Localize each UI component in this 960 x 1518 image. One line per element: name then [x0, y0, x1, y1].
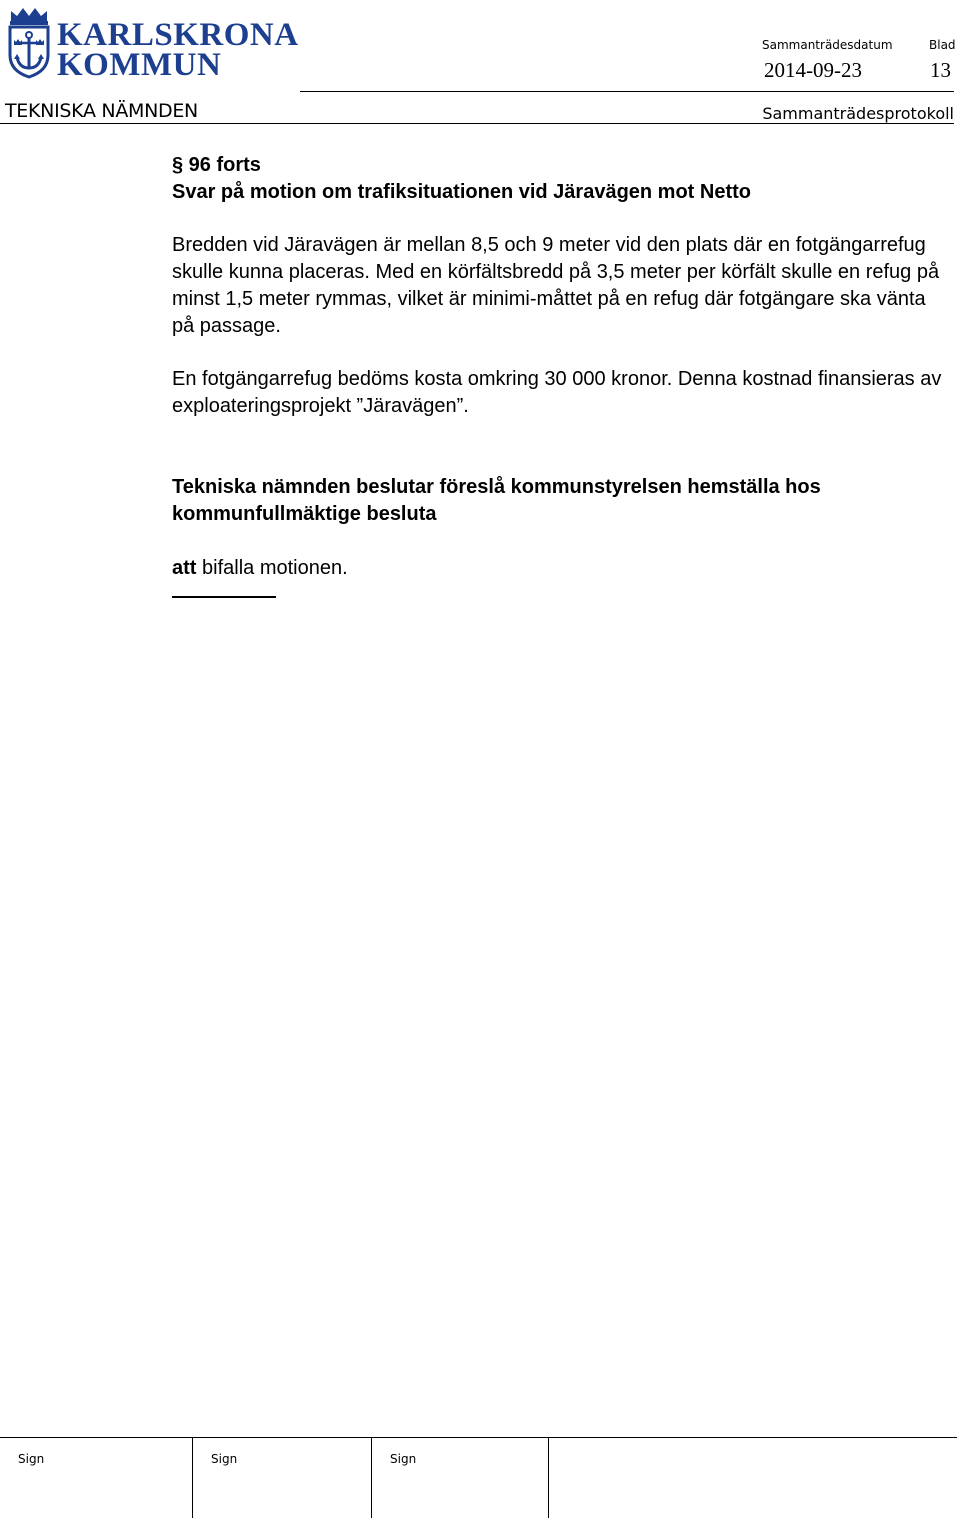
sign-box-separator-3 — [548, 1437, 549, 1518]
organization-name: TEKNISKA NÄMNDEN — [5, 100, 198, 122]
section-end-rule — [172, 596, 276, 598]
crowned-anchor-shield-icon — [5, 5, 53, 79]
document-type: Sammanträdesprotokoll — [762, 104, 954, 123]
section-reference: § 96 forts — [172, 154, 261, 176]
meeting-date-label: Sammanträdesdatum — [762, 38, 893, 52]
sign-box-separator-2 — [371, 1437, 372, 1518]
resolution-text: bifalla motionen. — [196, 557, 348, 579]
header-divider-bottom — [0, 123, 954, 124]
resolution-keyword: att — [172, 557, 197, 579]
sign-area-divider — [0, 1437, 957, 1438]
page-number: 13 — [930, 58, 951, 82]
sign-label-2: Sign — [211, 1452, 238, 1466]
body-paragraph-1: Bredden vid Järavägen är mellan 8,5 och 9 meter vid den plats där en fotgängarrefug skulle kunna placeras. Med en körfältsbredd på 3,5 meter per körfält skulle en refug på minst 1,5 meter rymmas, vilket är minimi-måttet på en refug där fotgängare ska vänta på passage. — [172, 234, 940, 337]
header-divider-top — [300, 91, 954, 92]
section-title: Svar på motion om trafiksituationen vid Järavägen mot Netto — [172, 181, 752, 203]
municipality-logo — [5, 5, 305, 81]
logo-text-line1: KARLSKRONA — [57, 17, 299, 53]
logo-text-line2: KOMMUN — [57, 47, 222, 83]
sign-label-3: Sign — [390, 1452, 417, 1466]
page-label: Blad — [929, 38, 956, 52]
body-paragraph-2: En fotgängarrefug bedöms kosta omkring 30 000 kronor. Denna kostnad finansieras av exploateringsprojekt ”Järavägen”. — [172, 368, 942, 417]
resolution-line — [172, 555, 942, 582]
meeting-date: 2014-09-23 — [764, 58, 862, 82]
protocol-content — [172, 152, 942, 598]
sign-box-separator-1 — [192, 1437, 193, 1518]
decision-text: Tekniska nämnden beslutar föreslå kommunstyrelsen hemställa hos kommunfullmäktige besluta — [172, 476, 821, 525]
sign-label-1: Sign — [18, 1452, 45, 1466]
